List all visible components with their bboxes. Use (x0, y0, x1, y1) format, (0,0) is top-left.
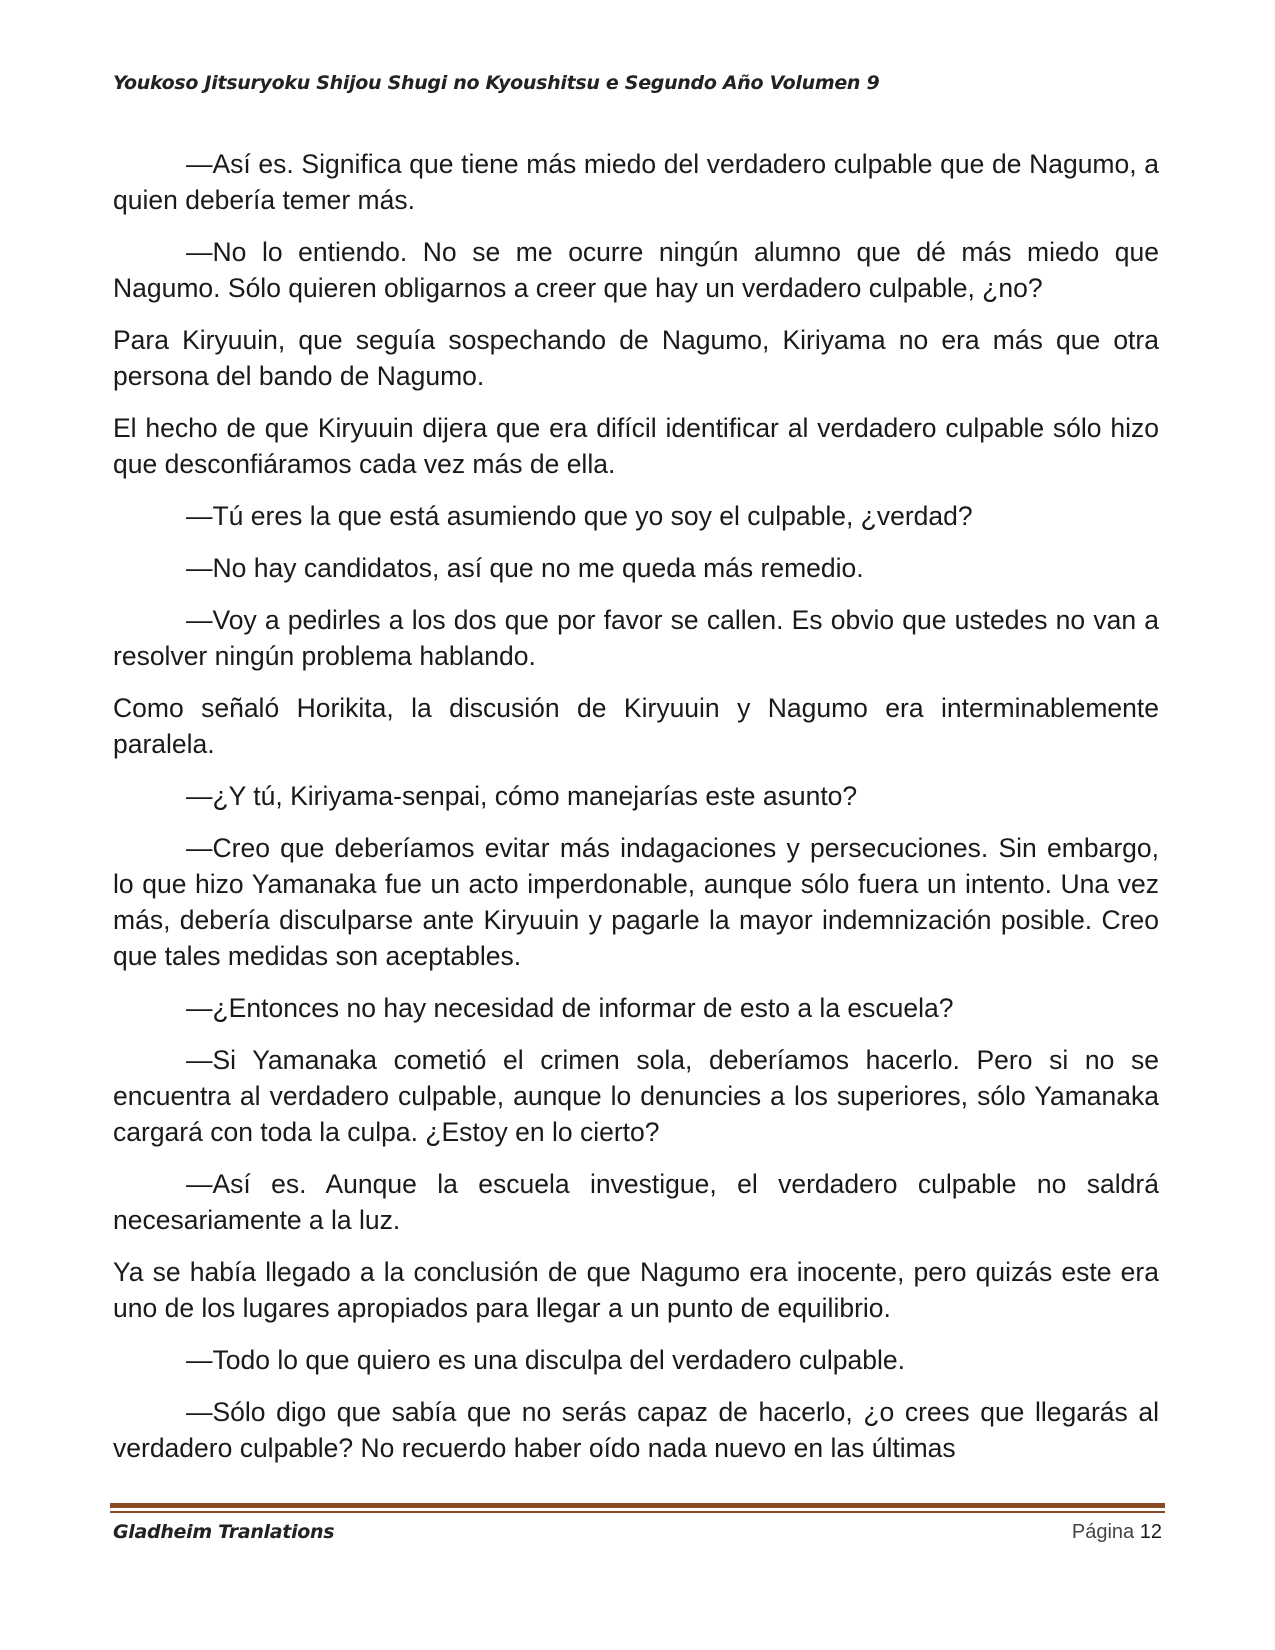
paragraph: —¿Entonces no hay necesidad de informar de esto a la escuela? (186, 993, 954, 1023)
paragraph: —Tú eres la que está asumiendo que yo soy el culpable, ¿verdad? (186, 501, 973, 531)
paragraph: Para Kiryuuin, que seguía sospechando de Nagumo, Kiriyama no era más que otra persona del bando de Nagumo. (113, 325, 1159, 391)
paragraph: —¿Y tú, Kiriyama-senpai, cómo manejarías este asunto? (186, 781, 858, 811)
paragraph: —Todo lo que quiero es una disculpa del verdadero culpable. (186, 1345, 905, 1375)
paragraph: —Así es. Aunque la escuela investigue, el verdadero culpable no saldrá necesariamente a la luz. (113, 1169, 1159, 1235)
paragraph: —Creo que deberíamos evitar más indagaciones y persecuciones. Sin embargo, lo que hizo Yamanaka fue un acto imperdonable, aunque sólo fuera un intento. Una vez más, debería disculparse ante Kiryuuin y pagarle la mayor indemnización posible. Creo que tales medidas son aceptables. (113, 833, 1159, 971)
page-number: 12 (1139, 1521, 1162, 1543)
paragraph: —Sólo digo que sabía que no serás capaz de hacerlo, ¿o crees que llegarás al verdadero culpable? No recuerdo haber oído nada nuevo en las últimas (113, 1397, 1159, 1463)
paragraph: —Si Yamanaka cometió el crimen sola, deberíamos hacerlo. Pero si no se encuentra al verdadero culpable, aunque lo denuncies a los superiores, sólo Yamanaka cargará con toda la culpa. ¿Estoy en lo cierto? (113, 1045, 1159, 1147)
page-label: Página (1071, 1521, 1135, 1543)
running-header: Youkoso Jitsuryoku Shijou Shugi no Kyoushitsu e Segundo Año Volumen 9 (113, 72, 880, 94)
footer-divider-thin (110, 1511, 1165, 1513)
paragraph: Como señaló Horikita, la discusión de Kiryuuin y Nagumo era interminablemente paralela. (113, 693, 1159, 759)
paragraph: —No hay candidatos, así que no me queda más remedio. (186, 553, 864, 583)
paragraph: —Así es. Significa que tiene más miedo del verdadero culpable que de Nagumo, a quien debería temer más. (113, 149, 1159, 215)
page-number-block (1072, 1521, 1162, 1544)
paragraph: —Voy a pedirles a los dos que por favor se callen. Es obvio que ustedes no van a resolver ningún problema hablando. (113, 605, 1159, 671)
body-text (113, 146, 1159, 1466)
paragraph: Ya se había llegado a la conclusión de que Nagumo era inocente, pero quizás este era uno de los lugares apropiados para llegar a un punto de equilibrio. (113, 1257, 1159, 1323)
paragraph: —No lo entiendo. No se me ocurre ningún alumno que dé más miedo que Nagumo. Sólo quieren obligarnos a creer que hay un verdadero culpable, ¿no? (113, 237, 1159, 303)
footer-credit: Gladheim Tranlations (113, 1521, 335, 1543)
paragraph: El hecho de que Kiryuuin dijera que era difícil identificar al verdadero culpable sólo hizo que desconfiáramos cada vez más de ella. (113, 413, 1159, 479)
footer-divider-thick (110, 1503, 1165, 1508)
